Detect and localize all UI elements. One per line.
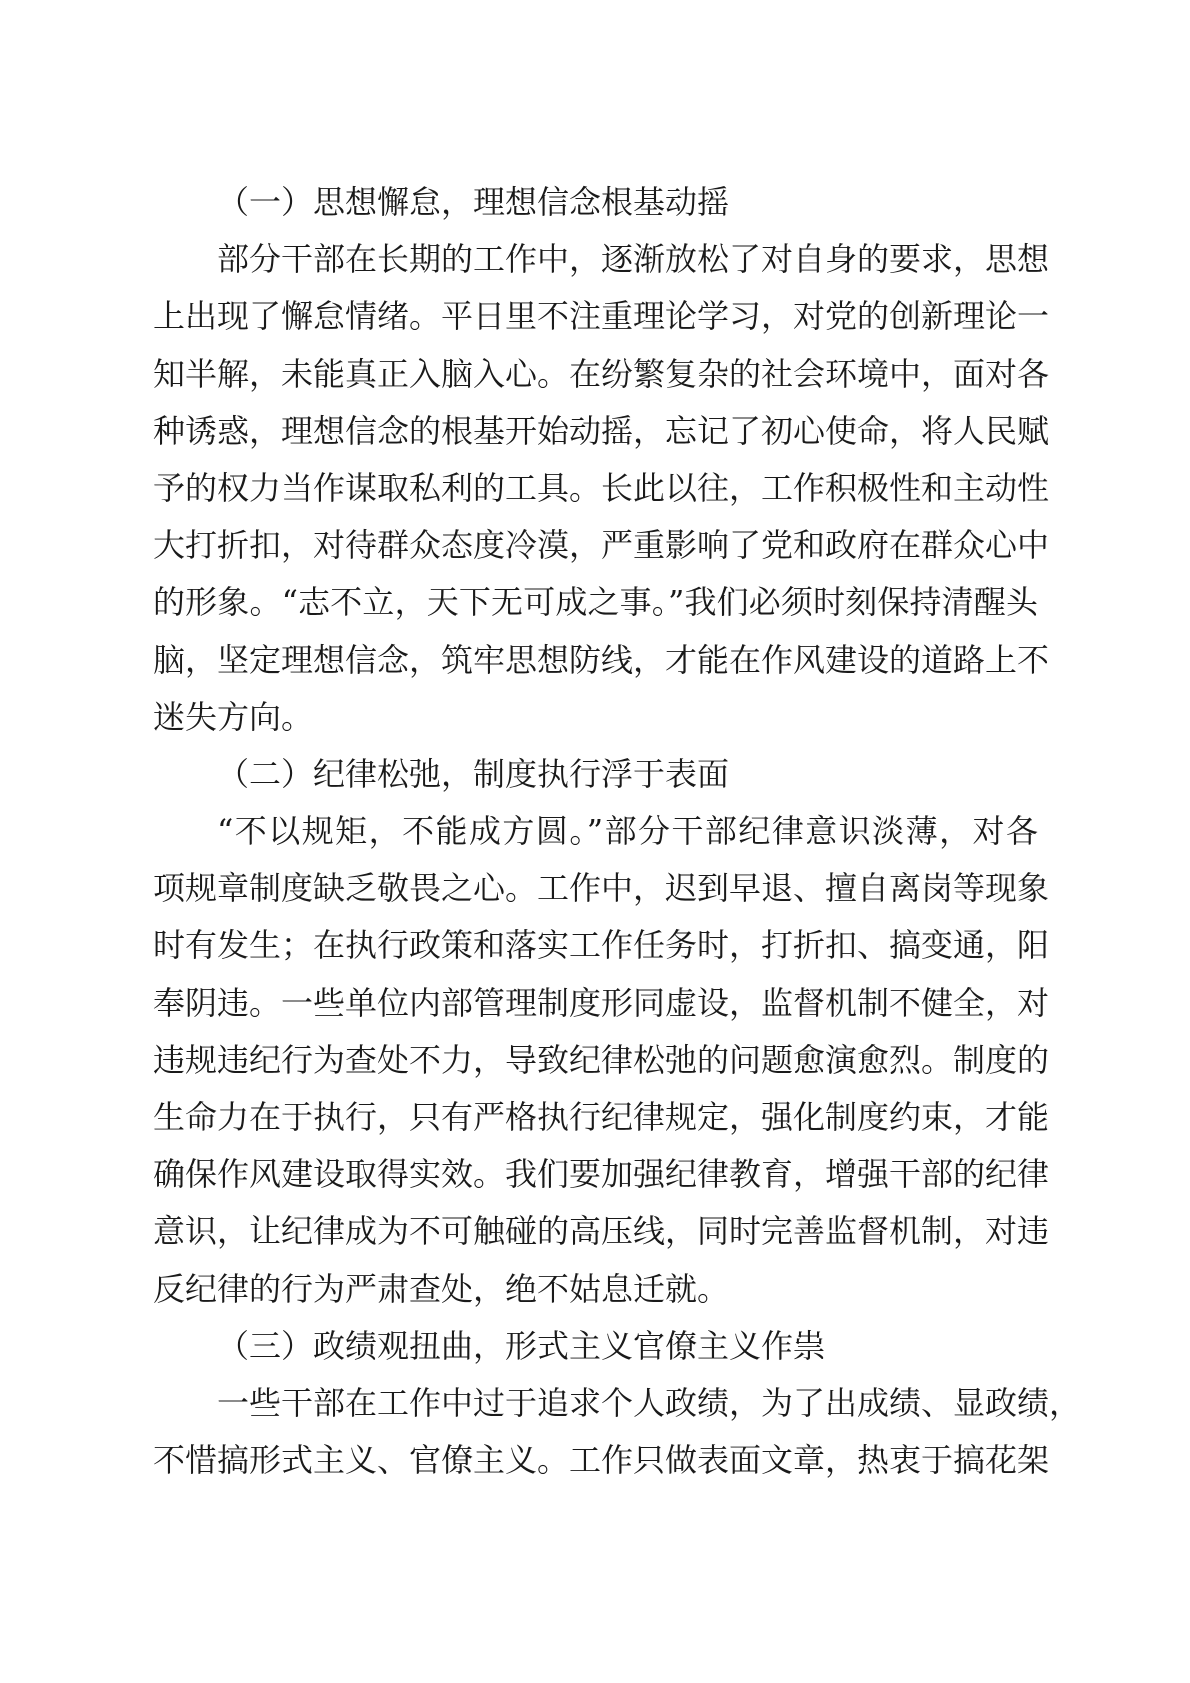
paragraph-line: 部分干部在长期的工作中，逐渐放松了对自身的要求，思想 (217, 240, 1050, 279)
paragraph-line: 知半解，未能真正入脑入心。在纷繁复杂的社会环境中，面对各 (153, 354, 1050, 393)
document-page (153, 174, 1082, 1489)
paragraph-line: 违规违纪行为查处不力，导致纪律松弛的问题愈演愈烈。制度的 (153, 1040, 1050, 1079)
paragraph-line: “不以规矩，不能成方圆。”部分干部纪律意识淡薄，对各 (217, 812, 1038, 851)
paragraph-line: 反纪律的行为严肃查处，绝不姑息迁就。 (153, 1269, 730, 1308)
paragraph-line: 迷失方向。 (153, 697, 314, 736)
paragraph-line: 生命力在于执行，只有严格执行纪律规定，强化制度约束，才能 (153, 1098, 1050, 1136)
paragraph-line: 奉阴违。一些单位内部管理制度形同虚设，监督机制不健全，对 (153, 983, 1050, 1022)
paragraph-line: 一些干部在工作中过于追求个人政绩，为了出成绩、显政绩， (217, 1383, 1082, 1422)
paragraph-line: 确保作风建设取得实效。我们要加强纪律教育，增强干部的纪律 (153, 1155, 1050, 1194)
paragraph-line: 不惜搞形式主义、官僚主义。工作只做表面文章，热衷于搞花架 (153, 1441, 1050, 1480)
section-heading-2: （二）纪律松弛，制度执行浮于表面 (217, 754, 730, 793)
paragraph-line: 大打折扣，对待群众态度冷漠，严重影响了党和政府在群众心中 (153, 526, 1050, 565)
paragraph-line: 上出现了懈怠情绪。平日里不注重理论学习，对党的创新理论一 (153, 297, 1050, 336)
paragraph-line: 项规章制度缺乏敬畏之心。工作中，迟到早退、擅自离岗等现象 (153, 869, 1050, 908)
paragraph-line: 种诱惑，理想信念的根基开始动摇，忘记了初心使命，将人民赋 (153, 411, 1050, 450)
paragraph-line: 脑，坚定理想信念，筑牢思想防线，才能在作风建设的道路上不 (153, 640, 1050, 679)
section-heading-1: （一）思想懈怠，理想信念根基动摇 (217, 183, 730, 221)
section-heading-3: （三）政绩观扭曲，形式主义官僚主义作祟 (217, 1326, 826, 1365)
paragraph-line: 时有发生；在执行政策和落实工作任务时，打折扣、搞变通，阳 (153, 926, 1050, 965)
paragraph-line: 予的权力当作谋取私利的工具。长此以往，工作积极性和主动性 (153, 468, 1050, 507)
paragraph-line: 意识，让纪律成为不可触碰的高压线，同时完善监督机制，对违 (153, 1212, 1050, 1251)
paragraph-line: 的形象。“志不立，天下无可成之事。”我们必须时刻保持清醒头 (153, 583, 1038, 622)
